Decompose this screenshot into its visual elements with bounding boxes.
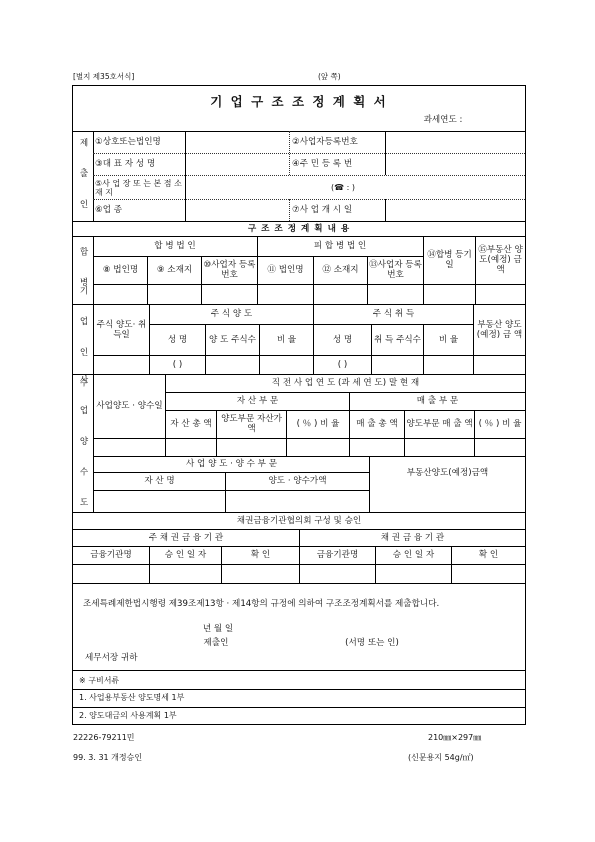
institution-name-field[interactable] (300, 565, 375, 582)
transferred-shares-label: 양 도 주식수 (209, 334, 256, 345)
sales-ratio-field[interactable] (475, 439, 525, 455)
submitter-group-label: 제 출 인 (78, 138, 88, 214)
plan-contents-header: 구 조 조 정 계 획 내 용 (247, 224, 351, 234)
lead-approval-date-label: 승 인 일 자 (164, 550, 207, 560)
merged-corp-address-label: ⑫ 소재지 (322, 265, 359, 275)
transferor-name-label: 성 명 (167, 334, 188, 345)
merging-corp-address-field[interactable] (148, 285, 201, 303)
lead-confirm-label: 확 인 (250, 550, 271, 560)
business-reg-no-label: ②사업자등록번호 (292, 137, 358, 147)
merged-corp-reg-no-label: ⑬사업자 등록번호 (369, 260, 422, 280)
total-sales-label: 매 출 총 액 (356, 419, 398, 429)
acquirer-name-field[interactable]: ( ) (337, 359, 348, 370)
division-asset-value-field[interactable] (217, 439, 286, 455)
approval-date-label: 승 인 일 자 (392, 550, 435, 560)
total-sales-field[interactable] (350, 439, 404, 455)
page-side-label: (앞 쪽) (318, 72, 341, 81)
stock-transfer-date-label: 주식 양도· 취득일 (96, 319, 147, 340)
business-start-date-field[interactable] (386, 200, 524, 220)
asset-ratio-label: ( ％ ) 비 율 (296, 419, 340, 429)
confirm-label: 확 인 (478, 550, 499, 560)
merged-corp-reg-no-field[interactable] (368, 285, 423, 303)
business-start-date-label: ⑦사 업 개 시 일 (292, 205, 353, 215)
acquisition-ratio-label: 비 율 (438, 334, 459, 345)
acquired-shares-field[interactable] (372, 356, 423, 373)
form-title: 기 업 구 조 조 정 계 획 서 (210, 94, 388, 109)
declaration-date[interactable]: 년 월 일 (202, 624, 234, 634)
merged-corp-address-field[interactable] (314, 285, 367, 303)
merger-real-estate-amount-label: ⑮부동산 양도(예정) 금 액 (478, 245, 523, 275)
division-asset-value-label: 양도부문 자산가액 (221, 414, 282, 434)
total-assets-label: 자 산 총 액 (170, 419, 212, 429)
acquisition-group-label: 기 업 인 수 (78, 285, 88, 393)
resident-reg-no-label: ④주 민 등 록 번 (292, 159, 353, 169)
company-name-field[interactable] (186, 132, 288, 152)
stock-transfer-header: 주 식 양 도 (210, 309, 253, 319)
industry-field[interactable] (186, 200, 288, 220)
merged-corp-header: 피 합 병 법 인 (313, 241, 367, 251)
merging-corp-name-label: ⑧ 법인명 (102, 265, 139, 275)
acquirer-name-label: 성 명 (332, 334, 353, 345)
business-reg-no-field[interactable] (386, 132, 524, 152)
merger-group-label: 합 병 (78, 247, 88, 293)
lead-confirm-field[interactable] (222, 565, 299, 582)
transfer-value-label: 양도 · 양수가액 (268, 476, 327, 486)
tax-year-label: 과세연도 : (423, 115, 463, 125)
stock-acquisition-header: 주 식 취 득 (372, 309, 415, 319)
sign-or-seal-label: (서명 또는 인) (345, 638, 399, 648)
form-number: [별지 제35호서식] (73, 72, 135, 81)
merging-corp-reg-no-label: ⑩사업자 등록번호 (203, 260, 256, 280)
merged-corp-name-label: ⑪ 법인명 (267, 265, 304, 275)
representative-name-label: ③대 표 자 성 명 (95, 159, 156, 169)
tax-office-addressee: 세무서장 귀하 (85, 653, 138, 663)
lead-institution-name-label: 금융기관명 (90, 550, 132, 560)
address-label: ⑤사 업 장 또 는 본 점 소 재 지 (95, 178, 182, 197)
stock-transfer-date-field[interactable] (94, 356, 149, 373)
acquired-shares-label: 취 득 주식수 (374, 334, 421, 345)
merging-corp-address-label: ⑨ 소재지 (156, 265, 193, 275)
required-document-1: 1. 사업용부동산 양도명세 1부 (79, 693, 185, 702)
acquisition-ratio-field[interactable] (424, 356, 473, 373)
business-real-estate-amount-field[interactable] (370, 491, 525, 511)
asset-name-field[interactable] (94, 491, 225, 511)
transfer-division-header: 사 업 양 도 · 양 수 부 문 (186, 459, 277, 469)
asset-name-label: 자 산 명 (144, 476, 175, 486)
business-transfer-date-label: 사업양도 · 양수일 (96, 401, 163, 411)
transferred-shares-field[interactable] (206, 356, 259, 373)
lead-approval-date-field[interactable] (150, 565, 221, 582)
prior-fiscal-year-header: 직 전 사 업 연 도 (과 세 연 도) 말 현 재 (271, 378, 420, 388)
required-document-2: 2. 양도대금의 사용계획 1부 (79, 711, 177, 720)
sales-division-header: 매 출 부 문 (416, 396, 459, 406)
merger-registration-date-field[interactable] (424, 285, 475, 303)
merging-corp-header: 합 병 법 인 (154, 241, 196, 251)
institution-name-label: 금융기관명 (316, 550, 359, 560)
business-transfer-group-label: 사 업 양 수 도 (78, 374, 88, 512)
resident-reg-no-field[interactable] (386, 154, 524, 174)
merging-corp-name-field[interactable] (94, 285, 147, 303)
paper-spec: (신문용지 54g/㎡) (408, 753, 474, 762)
transfer-ratio-label: 비 율 (276, 334, 297, 345)
business-transfer-date-field[interactable] (94, 439, 165, 455)
lead-creditor-header: 주 채 권 금 융 기 관 (148, 533, 224, 543)
form-code: 22226-79211민 (73, 733, 135, 742)
representative-name-field[interactable] (186, 154, 288, 174)
sales-ratio-label: ( ％ ) 비 율 (478, 419, 522, 429)
approval-date-field[interactable] (376, 565, 451, 582)
revision-approval: 99. 3. 31 개정승인 (73, 753, 143, 762)
division-sales-label: 양도부문 매 출 액 (406, 419, 473, 429)
industry-label: ⑥업 종 (95, 205, 123, 215)
paper-size: 210㎜×297㎜ (428, 733, 482, 742)
asset-division-header: 자 산 부 문 (236, 396, 279, 406)
acquisition-real-estate-amount-label: 부동산 양도(예정) 금 액 (476, 319, 523, 340)
creditor-institutions-header: 채 권 금 융 기 관 (380, 533, 445, 543)
division-sales-field[interactable] (405, 439, 474, 455)
asset-ratio-field[interactable] (287, 439, 349, 455)
required-documents-title: ※ 구비서류 (79, 676, 120, 685)
lead-institution-name-field[interactable] (73, 565, 149, 582)
declaration-text: 조세특례제한법시행령 제39조제13항 · 제14항의 규정에 의하여 구조조정계획서를 제출합니다. (83, 598, 440, 609)
merger-real-estate-amount-field[interactable] (476, 285, 525, 303)
transferor-name-field[interactable]: ( ) (172, 359, 183, 370)
tax-year-field[interactable] (473, 113, 513, 125)
creditor-council-header: 채권금융기관협의회 구성 및 승인 (236, 516, 362, 526)
phone-field[interactable]: (☎ : ) (331, 183, 355, 192)
merged-corp-name-field[interactable] (258, 285, 313, 303)
total-assets-field[interactable] (166, 439, 216, 455)
restructuring-plan-form (72, 85, 526, 725)
submitter-signature-label: 제출인 (203, 638, 229, 648)
confirm-field[interactable] (452, 565, 525, 582)
company-name-label: ①상호또는법인명 (95, 137, 161, 147)
merger-registration-date-label: ⑭합병 등기일 (427, 250, 472, 270)
business-real-estate-amount-label: 부동산양도(예정)금액 (406, 468, 489, 478)
merging-corp-reg-no-field[interactable] (202, 285, 257, 303)
submitter-signature-field[interactable] (241, 637, 333, 649)
transfer-ratio-field[interactable] (260, 356, 313, 373)
transfer-value-field[interactable] (226, 491, 369, 511)
acquisition-real-estate-amount-field[interactable] (474, 356, 525, 373)
